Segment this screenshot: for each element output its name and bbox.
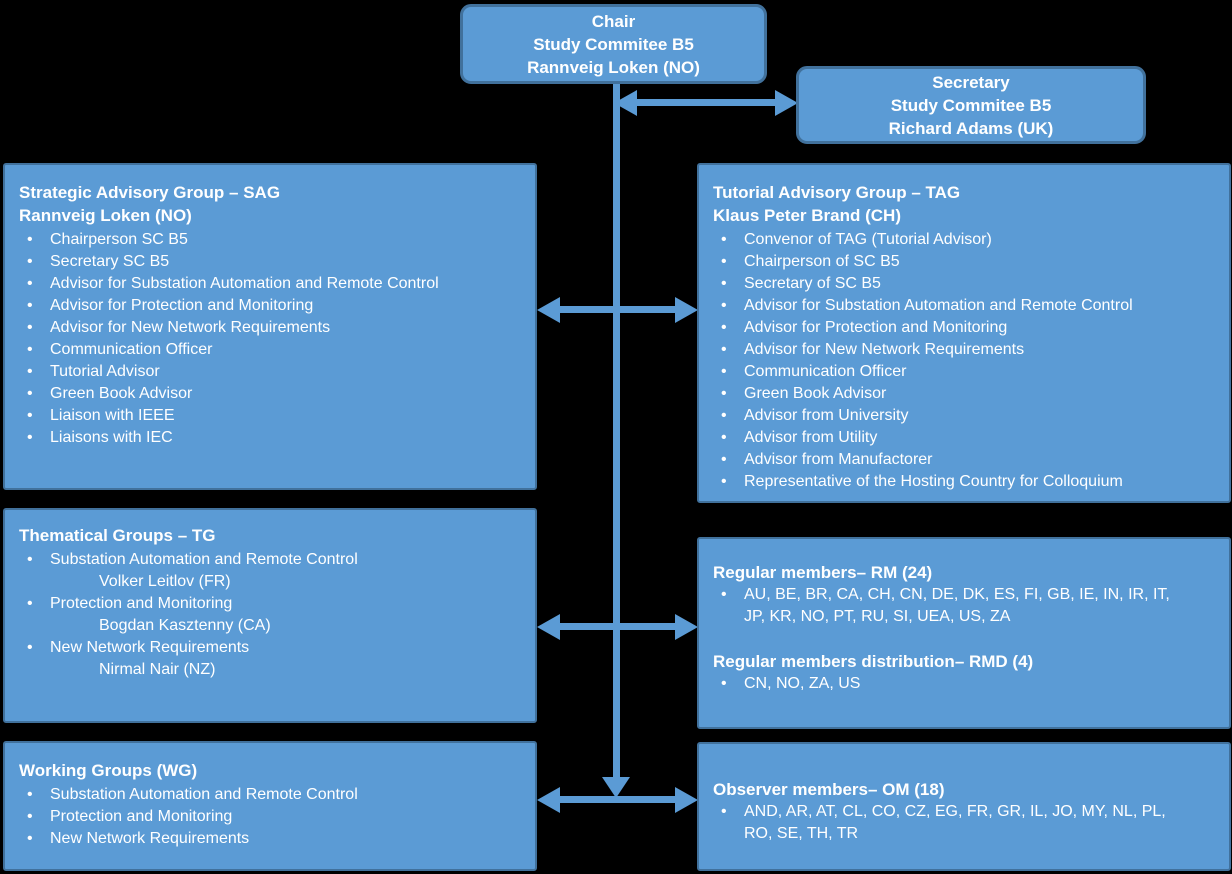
bullet-icon: • xyxy=(27,253,33,270)
bullet-icon: • xyxy=(721,385,727,402)
tutorial-advisory-group-box xyxy=(697,163,1231,503)
bullet-icon: • xyxy=(27,808,33,825)
secretary-person: Richard Adams (UK) xyxy=(888,118,1054,138)
arrow-bar xyxy=(634,99,778,106)
list-item: • Advisor for Protection and Monitoring xyxy=(713,317,1219,339)
connector-arrow-tg-rm xyxy=(537,614,698,640)
bullet-icon: • xyxy=(721,407,727,424)
tg-topic xyxy=(19,549,525,593)
list-item: • Chairperson of SC B5 xyxy=(713,251,1219,273)
chair-box xyxy=(460,4,767,84)
chair-person: Rannveig Loken (NO) xyxy=(527,57,700,77)
bullet-icon: • xyxy=(721,319,727,336)
list-item: • Advisor from University xyxy=(713,405,1219,427)
rmd-title: Regular members distribution– RMD (4) xyxy=(713,652,1034,671)
list-item: • Liaison with IEEE xyxy=(19,405,525,427)
list-item: • Advisor from Manufactorer xyxy=(713,449,1219,471)
list-item: • Secretary SC B5 xyxy=(19,251,525,273)
list-item: • Communication Officer xyxy=(19,339,525,361)
tag-title: Tutorial Advisory Group – TAG xyxy=(713,183,961,202)
bullet-icon: • xyxy=(27,786,33,803)
secretary-box xyxy=(796,66,1146,144)
bullet-icon: • xyxy=(27,231,33,248)
list-item: • Liaisons with IEC xyxy=(19,427,525,449)
list-item: • Representative of the Hosting Country for Colloquium xyxy=(713,471,1219,493)
list-item: • Substation Automation and Remote Control xyxy=(19,549,525,571)
spacer xyxy=(713,628,1219,650)
chair-org: Study Commitee B5 xyxy=(533,34,694,54)
observer-members-box xyxy=(697,742,1231,871)
rmd-country-list: • CN, NO, ZA, US xyxy=(713,673,1219,695)
right-arrowhead-icon xyxy=(675,787,698,813)
sag-title: Strategic Advisory Group – SAG xyxy=(19,183,281,202)
right-arrowhead-icon xyxy=(675,297,698,323)
list-item: • Advisor for New Network Requirements xyxy=(713,339,1219,361)
strategic-advisory-group-box xyxy=(3,163,537,490)
bullet-icon: • xyxy=(27,297,33,314)
bullet-icon: • xyxy=(721,341,727,358)
list-item: • Protection and Monitoring xyxy=(19,593,525,615)
connector-arrow-sag-tag xyxy=(537,297,698,323)
bullet-icon: • xyxy=(721,297,727,314)
bullet-icon: • xyxy=(27,639,33,656)
list-item: • New Network Requirements xyxy=(19,637,525,659)
bullet-icon: • xyxy=(27,407,33,424)
bullet-icon: • xyxy=(721,675,727,692)
bullet-icon: • xyxy=(27,429,33,446)
regular-members-box xyxy=(697,537,1231,729)
thematical-groups-box xyxy=(3,508,537,723)
bullet-icon: • xyxy=(27,341,33,358)
right-arrowhead-icon xyxy=(775,90,798,116)
wg-title: Working Groups (WG) xyxy=(19,761,198,780)
working-groups-box xyxy=(3,741,537,871)
list-item: • Convenor of TAG (Tutorial Advisor) xyxy=(713,229,1219,251)
rm-title: Regular members– RM (24) xyxy=(713,563,933,582)
list-item: • Green Book Advisor xyxy=(713,383,1219,405)
bullet-icon: • xyxy=(721,253,727,270)
rm-country-list: • AU, BE, BR, CA, CH, CN, DE, DK, ES, FI, GB, IE, IN, IR, IT, JP, KR, NO, PT, RU, SI, UEA, US, ZA xyxy=(713,584,1219,628)
bullet-icon: • xyxy=(721,231,727,248)
tg-topic-leader: Volker Leitlov (FR) xyxy=(99,573,231,590)
list-item: • Advisor for Protection and Monitoring xyxy=(19,295,525,317)
bullet-icon: • xyxy=(721,803,727,820)
bullet-icon: • xyxy=(27,830,33,847)
bullet-icon: • xyxy=(27,551,33,568)
bullet-icon: • xyxy=(721,363,727,380)
secretary-role: Secretary xyxy=(932,72,1010,92)
sag-leader: Rannveig Loken (NO) xyxy=(19,206,192,225)
tg-topic xyxy=(19,593,525,637)
arrow-bar xyxy=(557,306,678,313)
list-item: • Advisor from Utility xyxy=(713,427,1219,449)
arrow-bar xyxy=(557,796,678,803)
bullet-icon: • xyxy=(27,595,33,612)
list-item: • Tutorial Advisor xyxy=(19,361,525,383)
bullet-icon: • xyxy=(27,385,33,402)
tg-topic xyxy=(19,637,525,681)
list-item: • Protection and Monitoring xyxy=(19,806,525,828)
bullet-icon: • xyxy=(27,275,33,292)
tg-topic-leader: Nirmal Nair (NZ) xyxy=(99,661,216,678)
chair-vertical-connector-line xyxy=(613,83,620,779)
list-item: • Advisor for Substation Automation and Remote Control xyxy=(713,295,1219,317)
tg-title: Thematical Groups – TG xyxy=(19,526,216,545)
list-item: • Green Book Advisor xyxy=(19,383,525,405)
bullet-icon: • xyxy=(27,363,33,380)
connector-arrow-wg-om xyxy=(537,787,698,813)
om-title: Observer members– OM (18) xyxy=(713,780,945,799)
list-item: • Advisor for Substation Automation and Remote Control xyxy=(19,273,525,295)
bullet-icon: • xyxy=(721,586,727,603)
list-item: • Substation Automation and Remote Control xyxy=(19,784,525,806)
list-item: • Communication Officer xyxy=(713,361,1219,383)
tag-leader: Klaus Peter Brand (CH) xyxy=(713,206,901,225)
list-item: • Secretary of SC B5 xyxy=(713,273,1219,295)
arrow-bar xyxy=(557,623,678,630)
secretary-org: Study Commitee B5 xyxy=(890,95,1052,115)
chair-role: Chair xyxy=(591,11,636,31)
list-item: • Advisor for New Network Requirements xyxy=(19,317,525,339)
connector-arrow-chair-secretary xyxy=(614,90,798,116)
tg-topic-leader: Bogdan Kasztenny (CA) xyxy=(99,617,271,634)
bullet-icon: • xyxy=(721,473,727,490)
bullet-icon: • xyxy=(721,275,727,292)
bullet-icon: • xyxy=(721,451,727,468)
list-item: • New Network Requirements xyxy=(19,828,525,850)
bullet-icon: • xyxy=(721,429,727,446)
bullet-icon: • xyxy=(27,319,33,336)
list-item: • Chairperson SC B5 xyxy=(19,229,525,251)
right-arrowhead-icon xyxy=(675,614,698,640)
om-country-list: • AND, AR, AT, CL, CO, CZ, EG, FR, GR, IL, JO, MY, NL, PL, RO, SE, TH, TR xyxy=(713,801,1219,845)
